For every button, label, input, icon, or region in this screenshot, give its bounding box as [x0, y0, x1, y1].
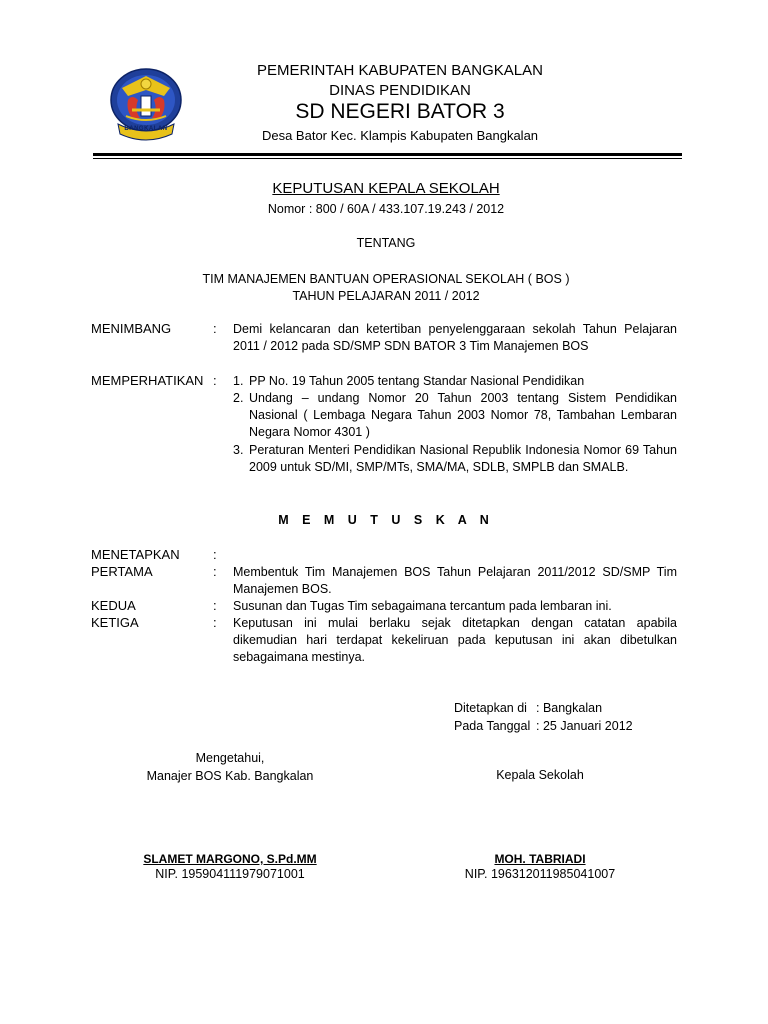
- document-number: Nomor : 800 / 60A / 433.107.19.243 / 2012: [267, 202, 505, 216]
- principal-name: MOH. TABRIADI: [494, 852, 586, 866]
- issued-date-value: : 25 Januari 2012: [536, 719, 633, 733]
- label-memperhatikan: MEMPERHATIKAN: [91, 373, 204, 388]
- list-number: 1.: [233, 374, 244, 388]
- list-item: [233, 442, 677, 476]
- logo-ribbon-text: BANGKALAN: [124, 126, 168, 132]
- list-item: [233, 373, 677, 390]
- header-government: PEMERINTAH KABUPATEN BANGKALAN: [257, 62, 543, 79]
- regency-emblem-logo: [108, 66, 184, 144]
- list-number: 2.: [233, 391, 244, 405]
- manager-nip: NIP. 195904111979071001: [155, 867, 305, 881]
- header-department: DINAS PENDIDIKAN: [329, 82, 471, 99]
- list-text: Peraturan Menteri Pendidikan Nasional Republik Indonesia Nomor 69 Tahun 2009 untuk SD/MI, SMP/MTs, SMA/MA, SDLB, SMPLB dan SMALB.: [249, 443, 677, 474]
- document-title: KEPUTUSAN KEPALA SEKOLAH: [272, 180, 500, 197]
- issued-at-label: Ditetapkan di: [454, 701, 527, 715]
- colon: :: [213, 373, 217, 388]
- colon: :: [213, 598, 217, 613]
- manager-name: SLAMET MARGONO, S.Pd.MM: [143, 852, 317, 866]
- header-rule-thick: [93, 153, 682, 156]
- subject-line-2: TAHUN PELAJARAN 2011 / 2012: [292, 289, 480, 303]
- colon: :: [213, 564, 217, 579]
- menimbang-text: Demi kelancaran dan ketertiban penyelenggaraan sekolah Tahun Pelajaran 2011 / 2012 pada SD/SMP SDN BATOR 3 Tim Manajemen BOS: [233, 322, 677, 353]
- label-pertama: PERTAMA: [91, 564, 153, 579]
- issued-at-value: : Bangkalan: [536, 701, 603, 715]
- about-heading: TENTANG: [356, 236, 416, 250]
- label-menetapkan: MENETAPKAN: [91, 547, 180, 562]
- header-address: Desa Bator Kec. Klampis Kabupaten Bangkalan: [261, 128, 539, 143]
- colon: :: [213, 615, 217, 630]
- manager-title: Manajer BOS Kab. Bangkalan: [146, 769, 314, 783]
- header-school-name: SD NEGERI BATOR 3: [295, 100, 505, 123]
- header-rule-thin: [93, 158, 682, 159]
- decision-heading: M E M U T U S K A N: [278, 513, 494, 527]
- list-item: [233, 390, 677, 441]
- ketiga-text: Keputusan ini mulai berlaku sejak ditetapkan dengan catatan apabila dikemudian hari terdapat kekeliruan pada keputusan ini akan dibetulkan sebagaimana mestinya.: [233, 616, 677, 664]
- label-menimbang: MENIMBANG: [91, 321, 172, 336]
- principal-title: Kepala Sekolah: [496, 768, 584, 782]
- list-number: 3.: [233, 443, 244, 457]
- issued-date-label: Pada Tanggal: [454, 719, 531, 733]
- pertama-text: Membentuk Tim Manajemen BOS Tahun Pelajaran 2011/2012 SD/SMP Tim Manajemen BOS.: [233, 565, 677, 596]
- list-text: PP No. 19 Tahun 2005 tentang Standar Nasional Pendidikan: [249, 374, 585, 388]
- principal-nip: NIP. 196312011985041007: [464, 867, 616, 881]
- colon: :: [213, 321, 217, 336]
- subject-line-1: TIM MANAJEMEN BANTUAN OPERASIONAL SEKOLAH ( BOS ): [202, 272, 570, 286]
- kedua-text: Susunan dan Tugas Tim sebagaimana tercantum pada lembaran ini.: [233, 599, 612, 613]
- list-text: Undang – undang Nomor 20 Tahun 2003 tentang Sistem Pendidikan Nasional ( Lembaga Negara Tahun 2003 Nomor 78, Tambahan Lembaran Negara Nomor 4301 ): [249, 391, 677, 439]
- colon: :: [213, 547, 217, 562]
- acknowledged-label: Mengetahui,: [195, 751, 265, 765]
- label-ketiga: KETIGA: [91, 615, 139, 630]
- label-kedua: KEDUA: [91, 598, 136, 613]
